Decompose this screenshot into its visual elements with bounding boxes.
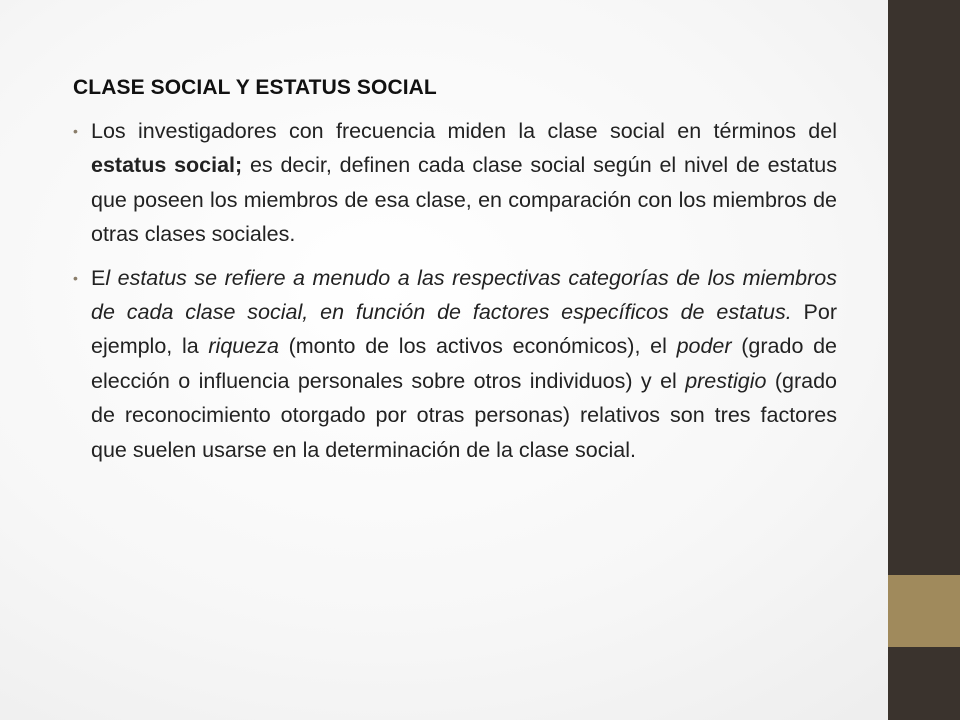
- slide-body: [73, 114, 837, 476]
- bullet-text: (grado de reconocimiento otorgado por otras personas) relativos son tres factores que suelen usarse en la determinación de la clase social.: [91, 368, 837, 462]
- bullet-text-bold: estatus social;: [91, 153, 243, 178]
- bullet-marker-icon: •: [73, 269, 78, 286]
- bullet-text: E: [91, 265, 106, 290]
- bullet-marker-icon: •: [73, 123, 78, 139]
- bullet-text: es decir, definen cada clase social según el nivel de estatus que poseen los miembros de esa clase, en comparación con los miembros de otras clases sociales.: [91, 153, 837, 247]
- bullet-text-italic: prestigio: [685, 368, 767, 393]
- bullet-text: (grado de elección o influencia personales sobre otros individuos) y el: [91, 334, 838, 393]
- sidebar-accent-block: [888, 575, 960, 647]
- bullet-item: [73, 114, 837, 252]
- bullet-text-italic: l estatus se refiere a menudo a las respectivas categorías de los miembros de cada clase social, en función de factores específicos de estatus.: [91, 265, 837, 325]
- bullet-text-italic: riqueza: [208, 334, 279, 359]
- bullet-item: [73, 261, 837, 467]
- bullet-text: Los investigadores con frecuencia miden la clase social en términos del: [91, 119, 837, 143]
- slide-title: CLASE SOCIAL Y ESTATUS SOCIAL: [73, 76, 437, 99]
- bullet-text: (monto de los activos económicos), el: [278, 334, 677, 359]
- bullet-text-italic: poder: [676, 334, 732, 359]
- bullet-text: Por ejemplo, la: [91, 300, 837, 359]
